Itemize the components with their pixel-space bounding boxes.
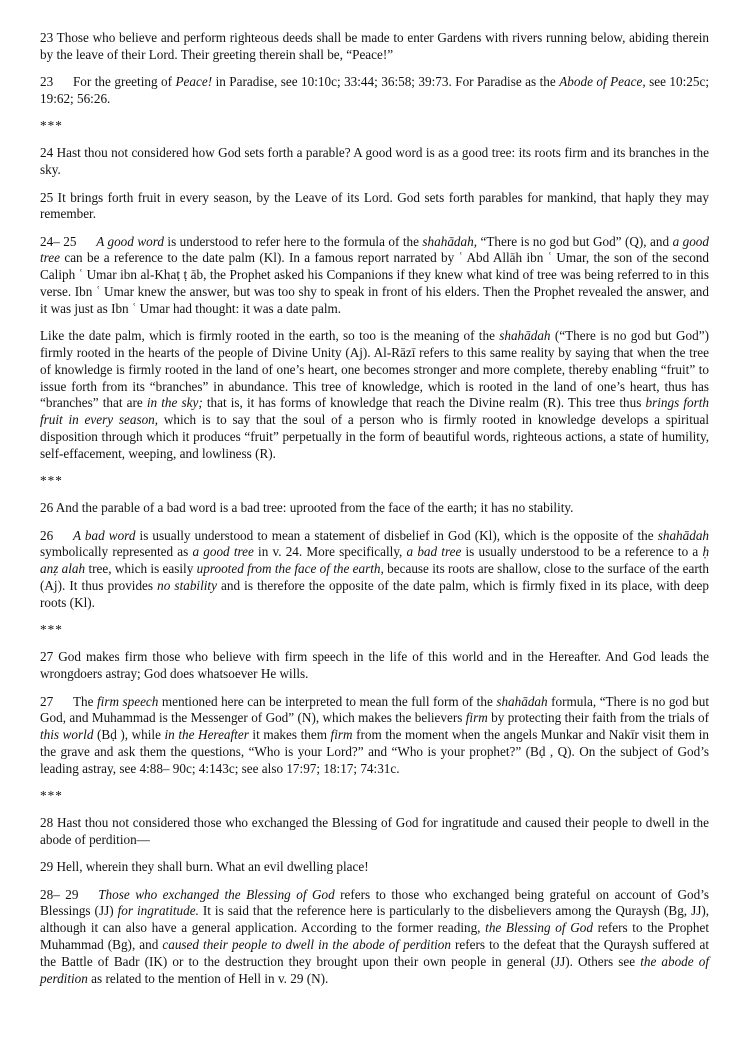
text-run: 28 Hast thou not considered those who exchanged the Blessing of God for ingratitude and caused their people to dwell in the abode of perdition— (40, 815, 713, 848)
text-run: 26 (40, 527, 73, 543)
text-run: 24– 25 (40, 233, 97, 249)
section-separator (40, 473, 709, 490)
section-separator (40, 118, 709, 135)
italic-text-run: firm (330, 727, 353, 743)
text-run: is usually understood to be a reference to a (461, 544, 703, 560)
text-run: It is said that the reference here is particularly to the disbelievers among the Quraysh (Bg, JJ), although it can also have a general application. According to the former reading, (40, 903, 713, 936)
italic-text-run: a good tree (192, 544, 254, 560)
italic-text-run: A bad word (72, 527, 136, 543)
text-run: 27 The (40, 693, 97, 709)
italic-text-run: the Blessing of God (485, 920, 593, 936)
text-run: is understood to refer here to the formula of the (163, 233, 423, 249)
italic-text-run: shahādah (657, 527, 710, 543)
italic-text-run: firm speech (97, 693, 159, 709)
text-run: is usually understood to mean a statement of disbelief in God (Kl), which is the opposite of the (135, 527, 658, 543)
verse-paragraph (40, 649, 713, 683)
italic-text-run: Abode of Peace, (559, 74, 646, 90)
italic-text-run: Those who exchanged the Blessing of God (98, 886, 335, 902)
text-run: “There is no god but God” (Q), and (477, 233, 673, 249)
text-run: because its roots are shallow, close to the surface of the earth (Aj). It thus provides (40, 561, 713, 594)
italic-text-run: brings forth fruit in every season, (40, 395, 713, 428)
text-run: refers to the defeat that the Quraysh suffered at the Battle of Badr (IK) or to the destruction they brought upon their own people in general (JJ). Others see (40, 937, 713, 969)
text-run: mentioned here can be interpreted to mean the full form of the (158, 693, 497, 709)
text-run: 29 Hell, wherein they shall burn. What an evil dwelling place! (40, 859, 369, 875)
commentary-paragraph (40, 527, 713, 612)
text-run: as related to the mention of Hell in v. 29 (N). (87, 970, 329, 986)
italic-text-run: A good word (96, 233, 164, 249)
text-run: tree, which is easily (85, 561, 197, 577)
text-run: 24 Hast thou not considered how God sets forth a parable? A good word is as a good tree: its roots firm and its branches in the sky. (40, 145, 713, 178)
text-run: can be a reference to the date palm (Kl). In a famous report narrated by ʿ Abd Allāh ibn ʿ Umar, the son of the second Caliph ʿ Umar ibn al-Khaṭ ṭ āb, the Prophet asked his Companions if they knew what kind of tree was being referred to in this verse. Ibn ʿ Umar knew the answer, but was too shy to speak in front of his elders. Then the Prophet revealed the answer, and it was just as Ibn ʿ Umar had thought: it was a date palm. (40, 250, 713, 316)
commentary-paragraph (40, 693, 713, 778)
text-run: in v. 24. More specifically, (253, 544, 407, 560)
section-separator (40, 788, 709, 805)
italic-text-run: a good tree (40, 233, 713, 266)
text-run: *** (40, 787, 63, 803)
italic-text-run: in the sky; (146, 395, 203, 411)
text-run: by protecting their faith from the trials of (487, 710, 713, 726)
text-run: 23 Those who believe and perform righteous deeds shall be made to enter Gardens with rivers running below, abiding therein by the leave of their Lord. Their greeting therein shall be, “Peace!” (40, 30, 713, 62)
text-run: that is, it has forms of knowledge that reach the Divine realm (R). This tree thus (202, 395, 646, 411)
text-run: which is to say that the soul of a person who is firmly rooted in knowledge develops a spiritual disposition through which it produces “fruit” perpetually in the form of beautiful words, righteous actions, a state of humility, self-effacement, weeping, and lowliness (R). (40, 412, 713, 461)
text-run: 26 And the parable of a bad word is a bad tree: uprooted from the face of the earth; it has no stability. (40, 500, 574, 516)
verse-paragraph (40, 189, 713, 224)
italic-text-run: shahādah (499, 328, 551, 344)
verse-paragraph (40, 500, 709, 517)
text-run: from the moment when the angels Munkar and Nakīr visit them in the grave and ask them the questions, “Who is your Lord?” and “Who is your prophet?” (Bḍ , Q). On the subject of God’s leading astray, see 4:88– 90c; 4:143c; see also 17:97; 18:17; 74:31c. (40, 727, 713, 776)
text-run: formula, “There is no god but God, and Muhammad is the Messenger of God” (N), which makes the believers (40, 693, 713, 726)
text-run: (Bḍ ), while (93, 727, 165, 743)
text-run: 28– 29 (40, 886, 99, 902)
verse-paragraph (40, 30, 713, 64)
verse-paragraph (40, 145, 713, 179)
commentary-paragraph (40, 886, 713, 988)
italic-text-run: firm (465, 710, 488, 726)
text-run: Like the date palm, which is firmly rooted in the earth, so too is the meaning of the (40, 328, 500, 344)
italic-text-run: caused their people to dwell in the abode of perdition (162, 937, 451, 953)
text-run: it makes them (248, 727, 331, 743)
italic-text-run: no stability (157, 578, 217, 594)
text-run: refers to the Prophet Muhammad (Bg), and (40, 920, 713, 953)
text-run: refers to those who exchanged being grateful on account of God’s Blessings (JJ) (40, 886, 713, 919)
text-run: 23 For the greeting of (40, 74, 176, 90)
text-run: in Paradise, see 10:10c; 33:44; 36:58; 39:73. For Paradise as the (212, 74, 560, 90)
text-run: (“There is no god but God”) firmly rooted in the hearts of the people of Divine Unity (Aj). Al-Rāzī refers to this same reality by saying that when the tree of knowledge is firmly rooted in the land of one’s heart, one becomes stronger and more complete, thereby enabling “fruit” to issue forth from its “branches” in abundance. This tree of knowledge, which is rooted in the land of one’s heart, thus has “branches” that are (40, 328, 713, 411)
section-separator (40, 622, 709, 639)
text-run: see 10:25c; 19:62; 56:26. (40, 74, 713, 106)
text-run: 25 It brings forth fruit in every season, by the Leave of its Lord. God sets forth parables for mankind, that haply they may remember. (40, 189, 713, 222)
italic-text-run: shahādah, (422, 233, 478, 249)
italic-text-run: ḥ anẓ alah (40, 544, 713, 577)
italic-text-run: uprooted from the face of the earth, (196, 561, 384, 577)
italic-text-run: the abode of perdition (40, 953, 713, 986)
italic-text-run: a bad tree (406, 544, 462, 560)
italic-text-run: in the Hereafter (164, 727, 249, 743)
text-run: *** (40, 622, 63, 638)
italic-text-run: shahādah (496, 693, 548, 709)
verse-paragraph (40, 815, 713, 849)
verse-paragraph (40, 859, 709, 876)
text-run: *** (40, 473, 63, 489)
commentary-paragraph (40, 328, 713, 462)
italic-text-run: Peace! (175, 74, 213, 90)
italic-text-run: for ingratitude. (117, 903, 199, 919)
text-run: *** (40, 118, 63, 134)
italic-text-run: this world (40, 727, 94, 743)
text-run: and is therefore the opposite of the date palm, which is firmly fixed in its place, with deep roots (Kl). (40, 578, 713, 610)
page-content (40, 30, 713, 987)
text-run: symbolically represented as (40, 527, 713, 560)
commentary-paragraph (40, 74, 713, 108)
commentary-paragraph (40, 233, 713, 318)
text-run: 27 God makes firm those who believe with firm speech in the life of this world and in the Hereafter. And God leads the wrongdoers astray; God does whatsoever He wills. (40, 649, 713, 682)
